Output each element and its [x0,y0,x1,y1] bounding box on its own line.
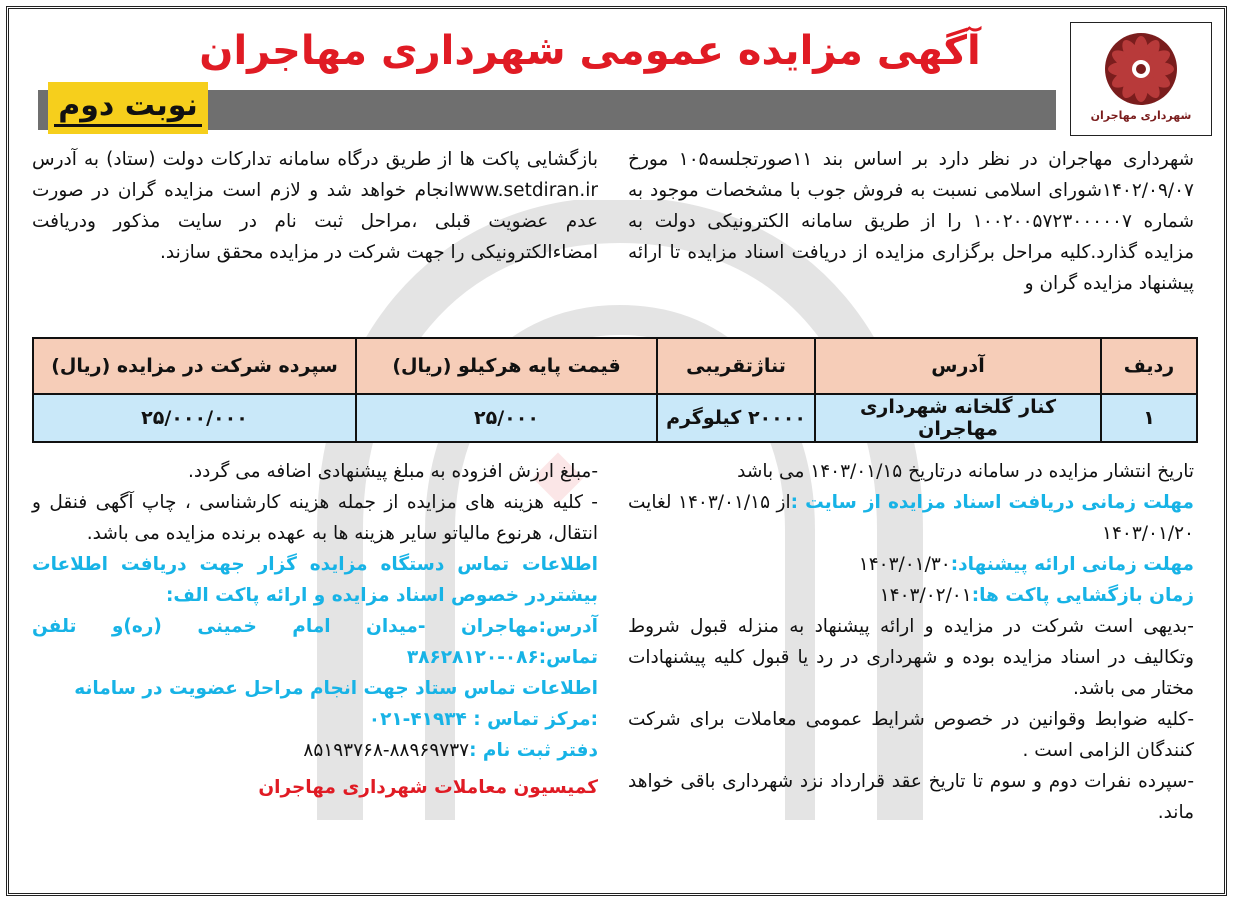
costs-note: - کلیه هزینه های مزایده از جمله هزینه کارشناسی ، چاپ آگهی فنقل و انتقال، هرنوع مالیاتو سایر هزینه ها به عهده برنده مزایده می باشد. [32,492,598,544]
table-cell: کنار گلخانه شهرداری مهاجران [815,394,1101,442]
setad-heading: اطلاعات تماس ستاد جهت انجام مراحل عضویت در سامانه [74,678,598,699]
intro-left-paragraph: بازگشایی پاکت ها از طریق درگاه سامانه تدارکات دولت (ستاد) به آدرس www.setdiran.irانجام خواهد شد و لازم است مزایده گران در صورت عدم عضویت قبلی ،مراحل ثبت نام در سایت مذکور ودریافت امضاءالکترونیکی را جهت شرکت در مزایده محقق سازند. [32,149,598,263]
table-cell: ۲۰۰۰۰ کیلوگرم [657,394,815,442]
registry-label: دفتر ثبت نام : [469,740,598,761]
docs-deadline [628,487,1194,549]
municipality-logo [1070,22,1212,136]
rosette-emblem-icon [1099,29,1183,109]
opening-time [628,580,1194,611]
page-title: آگهی مزایده عمومی شهرداری مهاجران [199,28,981,74]
note-rules: -کلیه ضوابط وقوانین در خصوص شرایط عمومی معاملات برای شرکت کنندگان الزامی است . [628,709,1194,761]
docs-deadline-value: از ۱۴۰۳/۰۱/۱۵ لغایت ۱۴۰۳/۰۱/۲۰ [628,492,1194,544]
docs-deadline-label: مهلت زمانی دریافت اسناد مزایده از سایت : [790,492,1194,513]
column-header: آدرس [815,338,1101,394]
right-column [628,456,1194,828]
logo-caption: شهرداری مهاجران [1090,109,1192,122]
offer-deadline-label: مهلت زمانی ارائه پیشنهاد: [950,554,1194,575]
contact-address: آدرس:مهاجران -میدان امام خمینی (ره)و تلفن تماس:۰۸۶-۳۸۶۲۸۱۲۰ [32,616,598,668]
note-deposit: -سپرده نفرات دوم و سوم تا تاریخ عقد قرارداد نزد شهرداری باقی خواهد ماند. [628,771,1194,823]
round-badge-label: نوبت دوم [54,89,202,127]
table-cell: ۲۵/۰۰۰ [356,394,657,442]
publish-date: تاریخ انتشار مزایده در سامانه درتاریخ ۱۴۰۳/۰۱/۱۵ می باشد [737,461,1194,482]
round-badge [48,82,208,134]
opening-value: ۱۴۰۳/۰۲/۰۱ [879,585,972,606]
table-cell: ۲۵/۰۰۰/۰۰۰ [33,394,356,442]
table-header-row [33,338,1197,394]
registry-value: ۸۸۹۶۹۷۳۷-۸۵۱۹۳۷۶۸ [303,740,470,761]
column-header: ردیف [1101,338,1197,394]
auction-table [32,337,1198,443]
column-header: قیمت پایه هرکیلو (ریال) [356,338,657,394]
registry-office [32,735,598,766]
column-header: سپرده شرکت در مزایده (ریال) [33,338,356,394]
call-center: :مرکز تماس : ۴۱۹۳۴-۰۲۱ [368,709,598,730]
intro-right-paragraph: شهرداری مهاجران در نظر دارد بر اساس بند ۱۱صورتجلسه۱۰۵ مورخ ۱۴۰۲/۰۹/۰۷شورای اسلامی نسبت به فروش جوب با مشخصات موجود به شماره ۱۰۰۲۰۰۵۷۲۳۰۰۰۰۰۷ را از طریق سامانه الکترونیکی دولت به مزایده گذارد.کلیه مراحل برگزاری مزایده از دریافت اسناد مزایده تا ارائه پیشنهاد مزایده گران و [628,149,1194,294]
opening-label: زمان بازگشایی پاکت ها: [971,585,1194,606]
table-cell: ۱ [1101,394,1197,442]
column-header: تناژتقریبی [657,338,815,394]
offer-deadline [628,549,1194,580]
vat-note: -مبلغ ارزش افزوده به مبلغ پیشنهادی اضافه می گردد. [187,461,598,482]
table-row [33,394,1197,442]
left-column [32,456,598,803]
signature: کمیسیون معاملات شهرداری مهاجران [258,777,598,798]
offer-deadline-value: ۱۴۰۳/۰۱/۳۰ [858,554,951,575]
contact-heading: اطلاعات تماس دستگاه مزایده گزار جهت دریافت اطلاعات بیشتردر خصوص اسناد مزایده و ارائه پاکت الف: [32,554,598,606]
note-acceptance: -بدیهی است شرکت در مزایده و ارائه پیشنهاد به منزله قبول شروط وتکالیف در اسناد مزایده بوده و شهرداری در رد یا قبول کلیه پیشنهادات مختار می باشد. [628,616,1194,699]
